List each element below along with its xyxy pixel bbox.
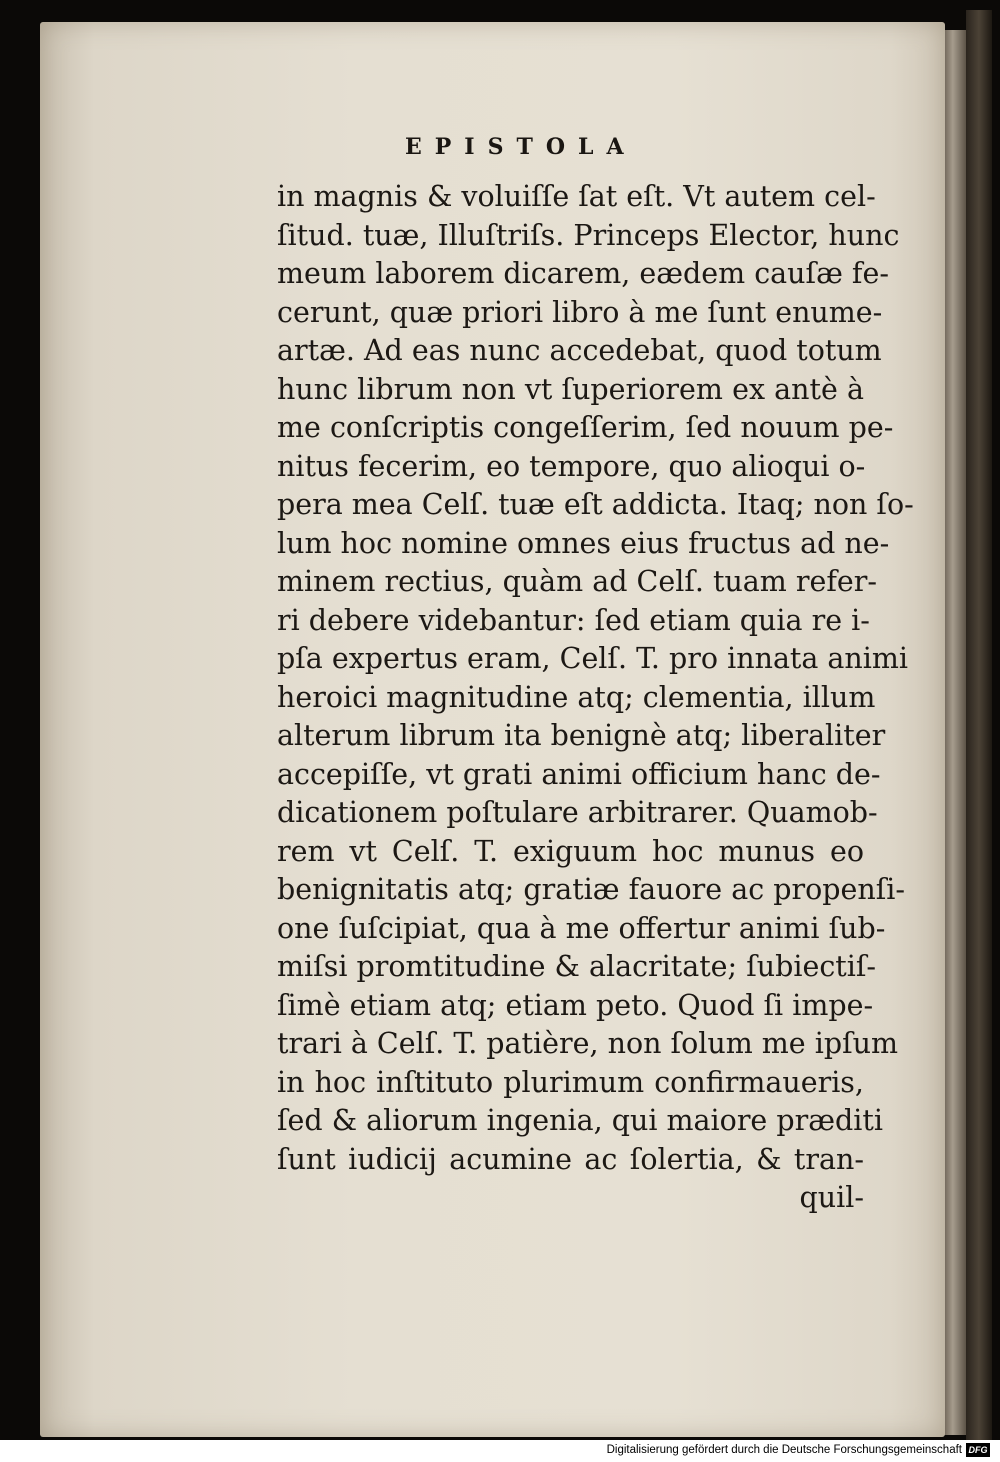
text-line: hunc librum non vt ſuperiorem ex antè à (277, 372, 864, 406)
text-line: one ſuſcipiat, qua à me offertur animi ſub- (277, 911, 886, 945)
body-text (277, 178, 914, 1218)
text-line: alterum librum ita benignè atq; liberaliter (277, 719, 886, 752)
text-line: artæ. Ad eas nunc accedebat, quod totum (277, 334, 882, 367)
text-line: meum laborem dicarem, eædem cauſæ fe- (277, 257, 889, 290)
digitization-credit: Digitalisierung gefördert durch die Deutsche Forschungsgemeinschaft (606, 1444, 962, 1456)
text-line: miſsi promtitudine & alacritate; ſubiectiſ- (277, 950, 877, 983)
text-line: ſed & aliorum ingenia, qui maiore præditi (277, 1104, 883, 1137)
text-line: ri debere videbantur: ſed etiam quia re i- (277, 603, 870, 637)
text-line: heroici magnitudine atq; clementia, illum (277, 680, 876, 714)
book-edge-shadow (966, 10, 992, 1440)
text-line: dicationem poſtulare arbitrarer. Quamob- (277, 796, 878, 829)
text-line: rem vt Celſ. T. exiguum hoc munus eo (277, 834, 864, 868)
text-line: lum hoc nomine omnes eius fructus ad ne- (277, 526, 890, 560)
text-line: in hoc inſtituto plurimum confirmaueris, (277, 1065, 864, 1099)
text-line: benignitatis atq; gratiæ fauore ac propenſi- (277, 873, 906, 906)
text-line: pera mea Celſ. tuæ eſt addicta. Itaq; non ſo- (277, 488, 914, 521)
text-line: pſa expertus eram, Celſ. T. pro innata animi (277, 642, 909, 675)
text-line: nitus fecerim, eo tempore, quo alioqui o- (277, 449, 866, 483)
text-line: accepiſſe, vt grati animi officium hanc de- (277, 757, 881, 791)
dfg-logo: DFG (966, 1443, 990, 1457)
text-line: ſunt iudicij acumine ac ſolertia, & tran- (277, 1142, 864, 1176)
text-line: cerunt, quæ priori libro à me ſunt enume- (277, 295, 883, 329)
text-line: ſimè etiam atq; etiam peto. Quod ſi impe- (277, 988, 874, 1022)
text-line: ſitud. tuæ, Illuſtriſs. Princeps Elector, hunc (277, 218, 900, 252)
catchword: quil- (799, 1181, 864, 1214)
text-line: minem rectius, quàm ad Celſ. tuam refer- (277, 565, 878, 598)
text-line: me conſcriptis congeſſerim, ſed nouum pe- (277, 411, 894, 444)
book-page-edge (944, 30, 966, 1435)
running-head: EPISTOLA (405, 134, 637, 160)
text-line: trari à Celſ. T. patière, non ſolum me ipſum (277, 1027, 899, 1060)
text-line: in magnis & voluiſſe ſat eſt. Vt autem cel- (277, 180, 876, 213)
